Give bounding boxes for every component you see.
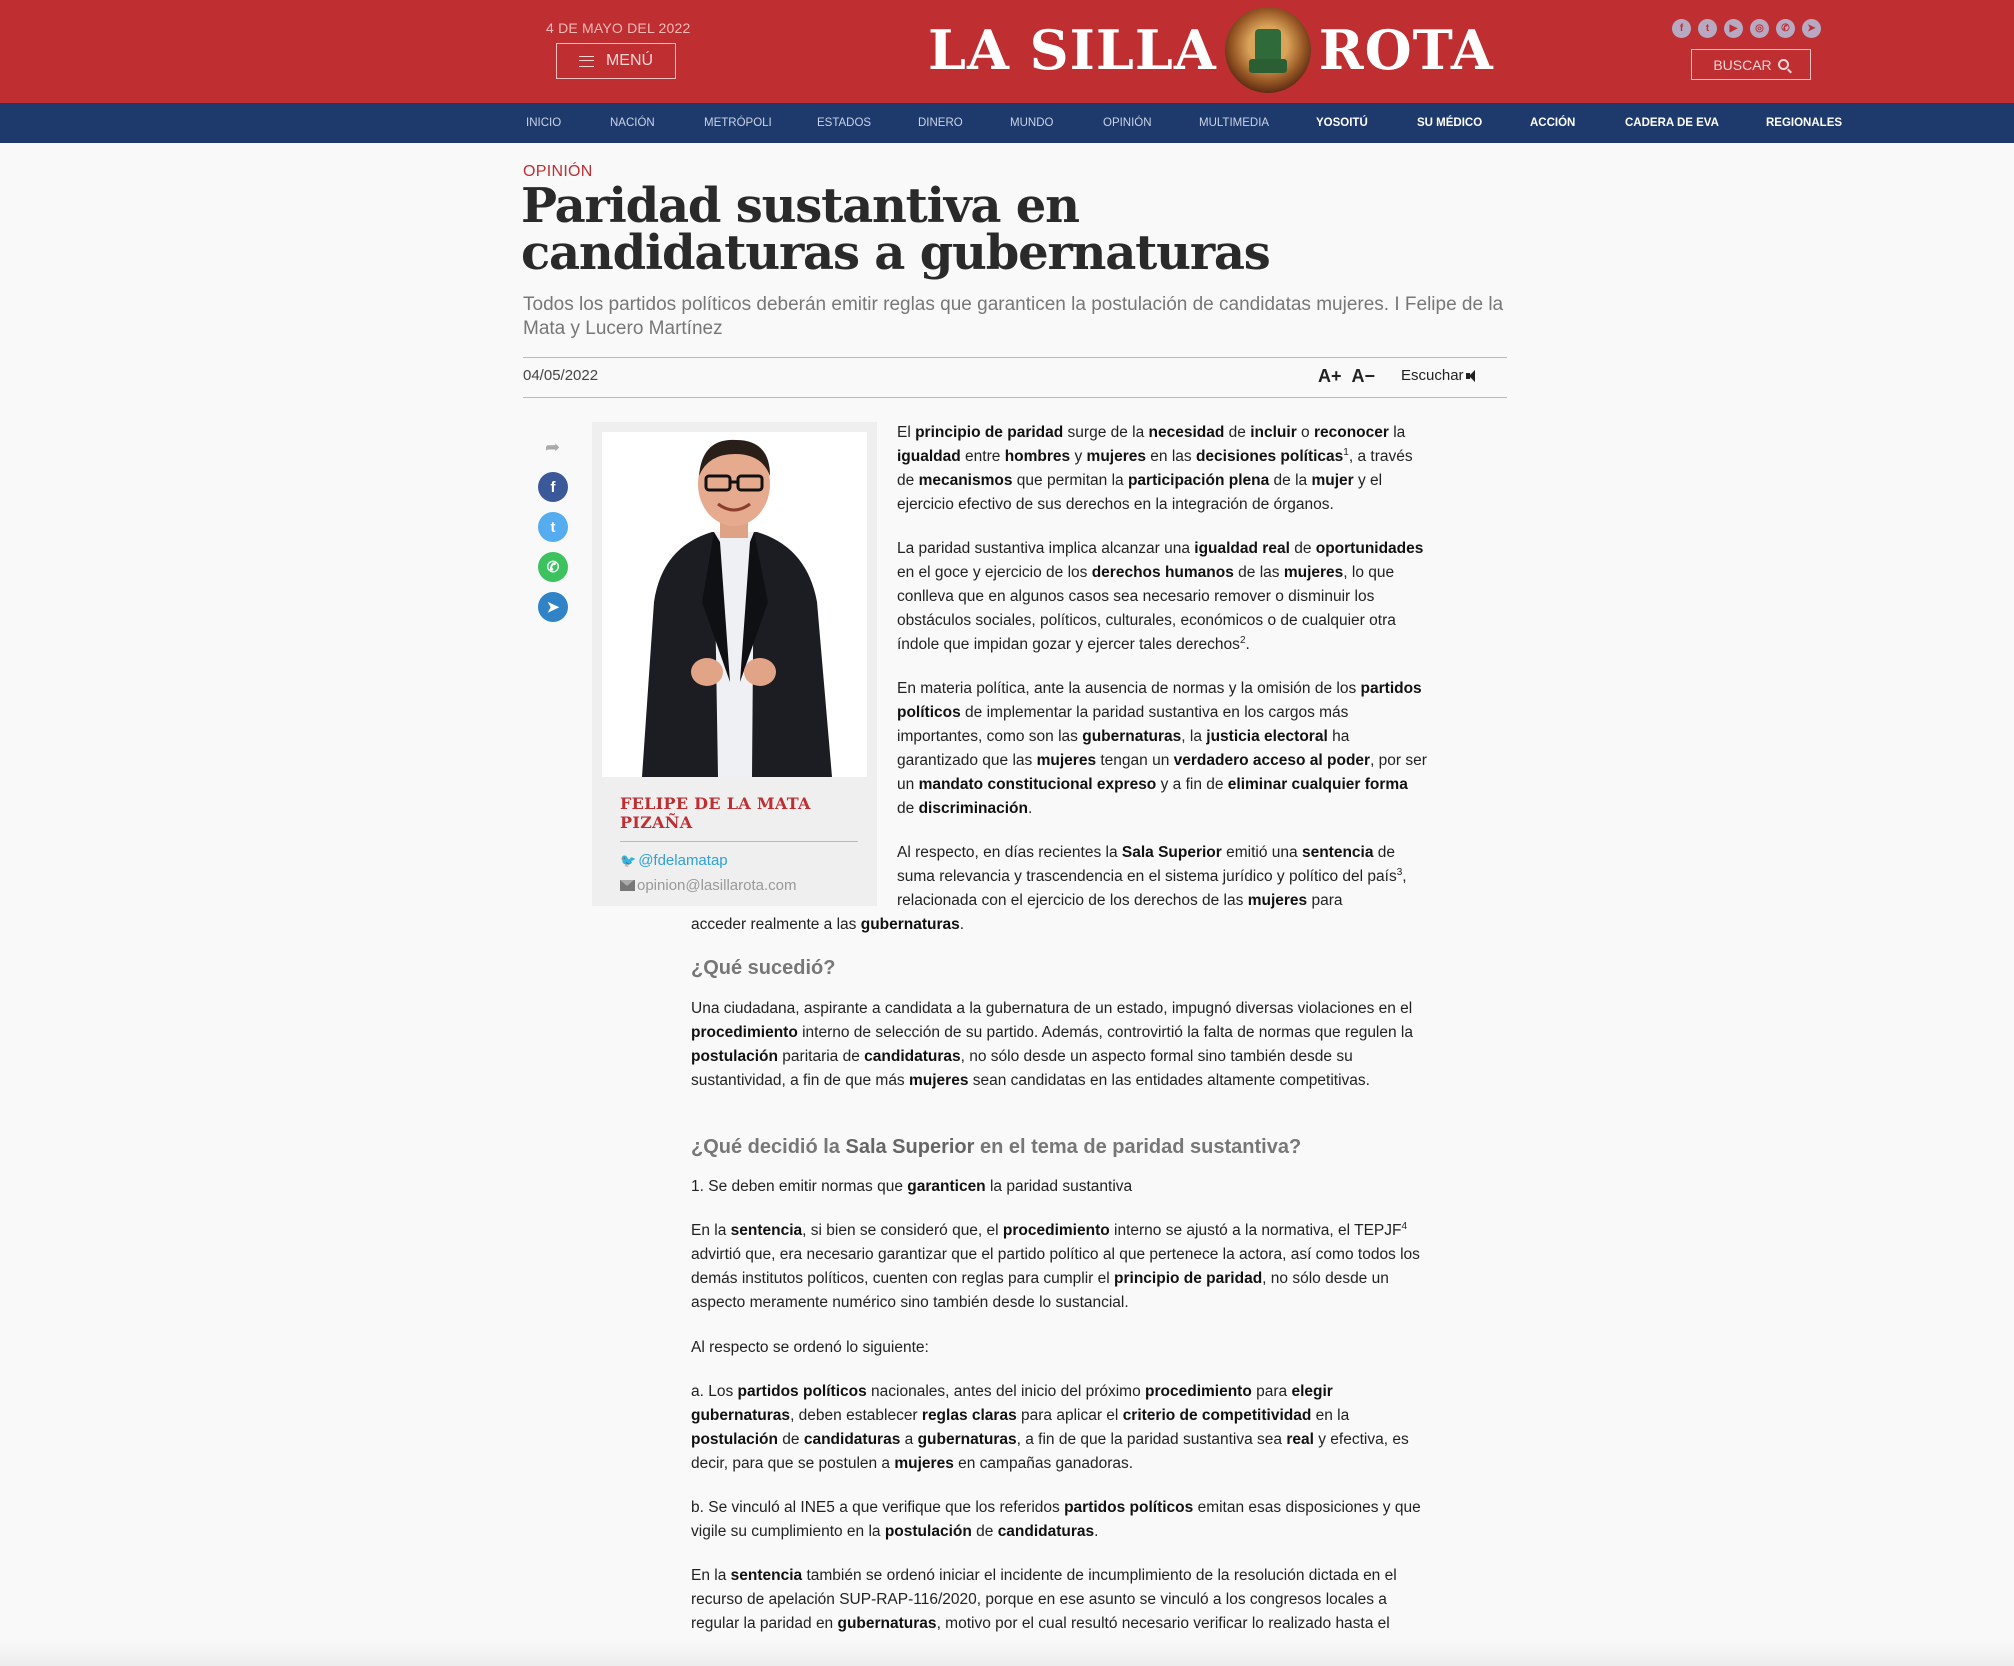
section-heading-que-sucedio: ¿Qué sucedió? xyxy=(691,957,836,979)
divider xyxy=(620,841,858,842)
nav-item-su-medico[interactable]: SU MÉDICO xyxy=(1417,117,1483,129)
font-decrease-button[interactable]: A− xyxy=(1351,366,1376,386)
menu-button[interactable] xyxy=(556,43,676,79)
menu-label: MENÚ xyxy=(605,52,654,69)
paragraph-7: En la sentencia, si bien se consideró que, el procedimiento interno se ajustó a la normativa, el TEPJF$^4$ advirtió que, era necesario garantizar que el partido político al que pertenece la actora, así como todos los demás institutos políticos, cuenten con reglas para cumplir el principio de paridad, no sólo desde un aspecto meramente numérico sino también desde lo sustancial. xyxy=(691,1220,1420,1311)
paragraph-11: En la sentencia también se ordenó iniciar el incidente de incumplimiento de la resolución dictada en el recurso de apelación SUP-RAP-116/2020, porque en ese asunto se vinculó a los congresos locales a regular la paridad en gubernaturas, motivo por el cual resultó necesario verificar lo realizado hasta el xyxy=(691,1567,1397,1632)
nav-item-dinero[interactable]: DINERO xyxy=(918,117,963,129)
paragraph-6: 1. Se deben emitir normas que garanticen la paridad sustantiva xyxy=(691,1178,1133,1195)
nav-item-mundo[interactable]: MUNDO xyxy=(1010,117,1054,129)
main-nav xyxy=(0,103,2014,143)
speaker-icon xyxy=(1466,370,1480,382)
share-facebook-icon[interactable]: f xyxy=(538,472,568,502)
paragraph-10: b. Se vinculó al INE5 a que verifique que los referidos partidos políticos emitan esas disposiciones y que vigile su cumplimiento en la postulación de candidaturas. xyxy=(691,1499,1421,1540)
article-subtitle: Todos los partidos políticos deberán emitir reglas que garanticen la postulación de candidatas mujeres. I Felipe de la Mata y Lucero Martínez xyxy=(523,294,1504,339)
paragraph-4b: acceder realmente a las gubernaturas. xyxy=(691,916,965,933)
share-icon: ➦ xyxy=(545,437,561,457)
paragraph-2: La paridad sustantiva implica alcanzar una igualdad real de oportunidades en el goce y ejercicio de los derechos humanos de las mujeres, lo que conlleva que en algunos casos sea necesario remover o disminuir los obstáculos sociales, políticos, culturales, económicos o de cualquier otra índole que impidan gozar y ejercer tales derechos$^2$. xyxy=(897,540,1424,653)
author-email-text: opinion@lasillarota.com xyxy=(637,877,797,894)
twitter-bird-icon: 🐦 xyxy=(620,852,637,868)
author-twitter: @fdelamatap xyxy=(638,852,728,869)
search-button[interactable] xyxy=(1691,49,1811,80)
listen-button[interactable] xyxy=(1401,367,1480,384)
chair-logo-icon xyxy=(1225,7,1311,93)
nav-item-cadera-de-eva[interactable]: CADERA DE EVA xyxy=(1625,117,1719,129)
font-increase-button[interactable]: A+ xyxy=(1318,366,1342,386)
youtube-icon[interactable]: ▶ xyxy=(1724,19,1743,38)
heading-text-post: en el tema de paridad sustantiva? xyxy=(974,1136,1302,1158)
article-title: Paridad sustantiva en candidaturas a gubernaturas xyxy=(521,178,1270,281)
share-telegram-icon[interactable]: ➤ xyxy=(538,592,568,622)
whatsapp-icon[interactable]: ✆ xyxy=(1776,19,1795,38)
listen-label: Escuchar xyxy=(1401,367,1464,384)
paragraph-4a: Al respecto, en días recientes la Sala Superior emitió una sentencia de suma relevancia y trascendencia en el sistema jurídico y político del país$^3$, relacionada con el ejercicio de los derechos de las mujeres para xyxy=(897,844,1407,909)
logo-text-left: LA SILLA xyxy=(928,18,1217,82)
site-logo[interactable] xyxy=(928,6,1494,94)
paragraph-9: a. Los partidos políticos nacionales, antes del inicio del próximo procedimiento para elegir gubernaturas, deben establecer reglas claras para aplicar el criterio de competitividad en la postulación de candidaturas a gubernaturas, a fin de que la paridad sustantiva sea real y efectiva, es decir, para que se postulen a mujeres en campañas ganadoras. xyxy=(691,1383,1409,1472)
logo-text-right: ROTA xyxy=(1318,18,1494,82)
nav-item-inicio[interactable]: INICIO xyxy=(526,117,562,129)
nav-item-opinion[interactable]: OPINIÓN xyxy=(1103,117,1152,129)
divider xyxy=(523,397,1507,398)
author-email[interactable] xyxy=(620,877,796,894)
article-section[interactable]: OPINIÓN xyxy=(523,163,593,180)
article-date: 04/05/2022 xyxy=(523,367,599,384)
hamburger-icon xyxy=(579,56,594,67)
paragraph-5: Una ciudadana, aspirante a candidata a la gubernatura de un estado, impugnó diversas violaciones en el procedimiento interno de selección de su partido. Además, controvirtió la falta de normas que regulen la postulación paritaria de candidaturas, no sólo desde un aspecto formal sino también desde su sustantividad, a fin de que más mujeres sean candidatas en las entidades altamente competitivas. xyxy=(691,1000,1413,1089)
paragraph-3: En materia política, ante la ausencia de normas y la omisión de los partidos políticos de implementar la paridad sustantiva en los cargos más importantes, como son las gubernaturas, la justicia electoral ha garantizado que las mujeres tengan un verdadero acceso al poder, por ser un mandato constitucional expreso y a fin de eliminar cualquier forma de discriminación. xyxy=(897,680,1427,817)
header-social-links xyxy=(1672,19,1821,38)
section-heading-que-decidio xyxy=(691,1136,1301,1159)
paragraph-1: El principio de paridad surge de la necesidad de incluir o reconocer la igualdad entre hombres y mujeres en las decisiones políticas$^1$, a través de mecanismos que permitan la participación plena de la mujer y el ejercicio efectivo de sus derechos en la integración de órganos. xyxy=(897,424,1413,513)
twitter-icon[interactable]: t xyxy=(1698,19,1717,38)
paragraph-8: Al respecto se ordenó lo siguiente: xyxy=(691,1339,929,1356)
author-twitter-link[interactable] xyxy=(620,852,728,869)
nav-item-accion[interactable]: ACCIÓN xyxy=(1530,117,1576,129)
author-card xyxy=(592,422,877,906)
share-whatsapp-icon[interactable]: ✆ xyxy=(538,552,568,582)
nav-item-nacion[interactable]: NACIÓN xyxy=(610,117,655,129)
divider xyxy=(523,357,1507,358)
heading-text-bold: Sala Superior xyxy=(845,1136,975,1158)
nav-item-yosoitu[interactable]: YOSOITÚ xyxy=(1316,117,1368,129)
nav-item-metropoli[interactable]: METRÓPOLI xyxy=(704,117,772,129)
nav-item-multimedia[interactable]: MULTIMEDIA xyxy=(1199,117,1270,129)
instagram-icon[interactable]: ◎ xyxy=(1750,19,1769,38)
envelope-icon xyxy=(620,880,635,891)
share-twitter-icon[interactable]: t xyxy=(538,512,568,542)
telegram-icon[interactable]: ➤ xyxy=(1802,19,1821,38)
search-label: BUSCAR xyxy=(1713,56,1772,73)
search-icon xyxy=(1778,59,1789,70)
site-header xyxy=(0,0,2014,103)
nav-item-regionales[interactable]: REGIONALES xyxy=(1766,117,1843,129)
heading-text-pre: ¿Qué decidió la xyxy=(691,1136,846,1158)
font-size-tools xyxy=(1318,366,1375,387)
author-name[interactable]: FELIPE DE LA MATA PIZAÑA xyxy=(620,794,811,832)
facebook-icon[interactable]: f xyxy=(1672,19,1691,38)
nav-item-estados[interactable]: ESTADOS xyxy=(817,117,872,129)
header-date: 4 DE MAYO DEL 2022 xyxy=(546,20,691,36)
page-bottom-fade xyxy=(0,1640,2014,1666)
author-photo xyxy=(602,432,867,777)
